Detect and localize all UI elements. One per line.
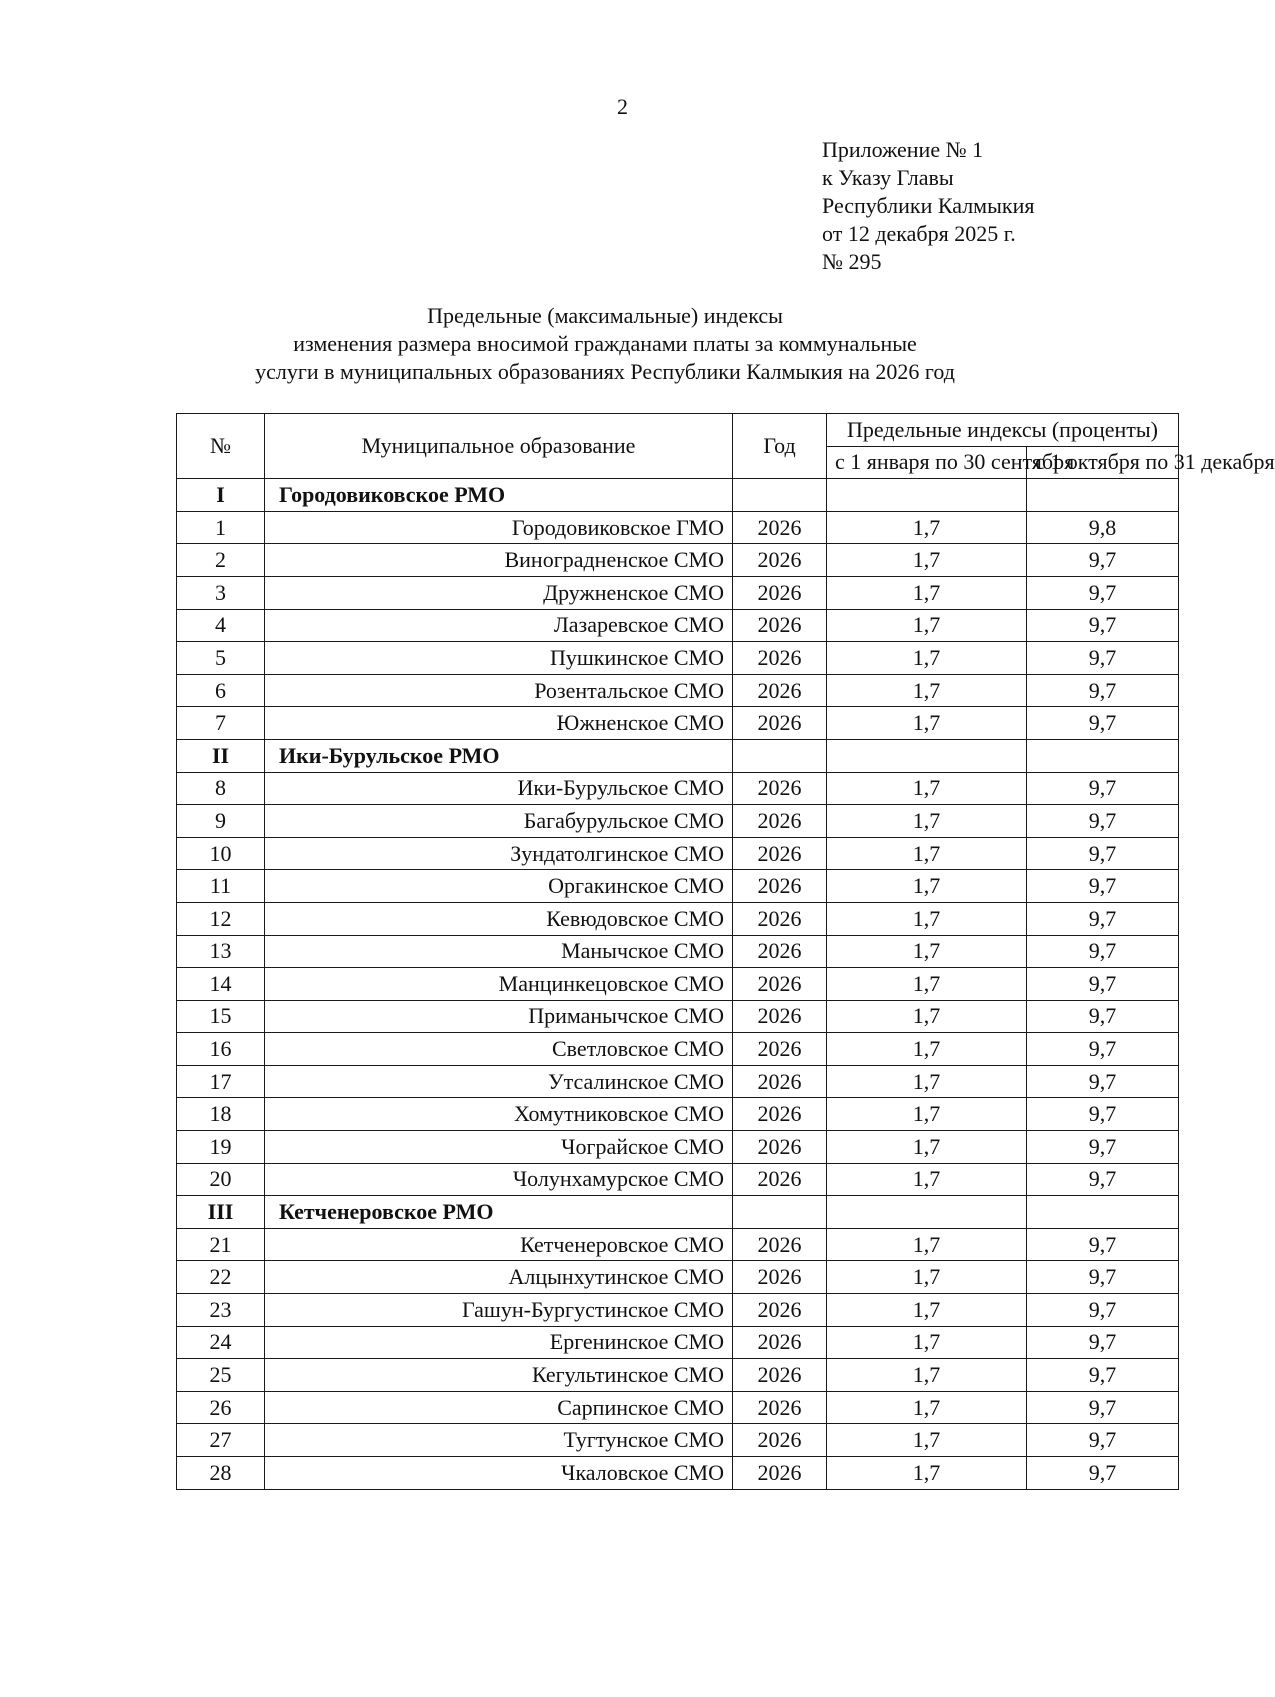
index-jan-sep: 1,7 [827, 805, 1027, 838]
indices-table [176, 413, 1275, 1490]
row-number: 14 [177, 968, 265, 1001]
index-jan-sep: 1,7 [827, 511, 1027, 544]
row-number: 28 [177, 1457, 265, 1490]
municipality-name: Розентальское СМО [265, 674, 733, 707]
table-row [177, 609, 1179, 642]
table-row [177, 1457, 1179, 1490]
municipality-name: Кевюдовское СМО [265, 902, 733, 935]
index-oct-dec: 9,7 [1027, 1294, 1179, 1327]
year-cell: 2026 [733, 837, 827, 870]
table-row [177, 1424, 1179, 1457]
year-cell: 2026 [733, 805, 827, 838]
municipality-name: Хомутниковское СМО [265, 1098, 733, 1131]
index-jan-sep: 1,7 [827, 772, 1027, 805]
index-oct-dec: 9,7 [1027, 1065, 1179, 1098]
index-jan-sep: 1,7 [827, 674, 1027, 707]
index-jan-sep: 1,7 [827, 1391, 1027, 1424]
row-number: 15 [177, 1000, 265, 1033]
table-row [177, 935, 1179, 968]
empty-cell [1027, 1196, 1179, 1229]
index-oct-dec: 9,7 [1027, 1326, 1179, 1359]
group-row [177, 479, 1179, 512]
annex-line: Республики Калмыкия [822, 193, 1035, 218]
title-line: услуги в муниципальных образованиях Республики Калмыкия на 2026 год [255, 359, 955, 384]
index-oct-dec: 9,7 [1027, 576, 1179, 609]
index-jan-sep: 1,7 [827, 870, 1027, 903]
year-cell: 2026 [733, 674, 827, 707]
annex-line: № 295 [822, 249, 882, 274]
year-cell: 2026 [733, 1424, 827, 1457]
municipality-name: Чограйское СМО [265, 1131, 733, 1164]
table-row [177, 1294, 1179, 1327]
year-cell: 2026 [733, 576, 827, 609]
index-oct-dec: 9,7 [1027, 1131, 1179, 1164]
index-jan-sep: 1,7 [827, 968, 1027, 1001]
annex-line: от 12 декабря 2025 г. [822, 221, 1016, 246]
table-row [177, 1228, 1179, 1261]
index-jan-sep: 1,7 [827, 1326, 1027, 1359]
year-cell: 2026 [733, 1359, 827, 1392]
index-oct-dec: 9,7 [1027, 968, 1179, 1001]
annex-line: Приложение № 1 [822, 137, 984, 162]
empty-cell [1027, 479, 1179, 512]
table-row [177, 707, 1179, 740]
empty-cell [733, 479, 827, 512]
municipality-name: Приманычское СМО [265, 1000, 733, 1033]
year-cell: 2026 [733, 609, 827, 642]
municipality-name: Тугтунское СМО [265, 1424, 733, 1457]
municipality-name: Городовиковское ГМО [265, 511, 733, 544]
year-cell: 2026 [733, 1065, 827, 1098]
row-number: 22 [177, 1261, 265, 1294]
municipality-name: Гашун-Бургустинское СМО [265, 1294, 733, 1327]
table-row [177, 1261, 1179, 1294]
empty-cell [827, 479, 1027, 512]
index-oct-dec: 9,7 [1027, 609, 1179, 642]
index-jan-sep: 1,7 [827, 544, 1027, 577]
row-number: 16 [177, 1033, 265, 1066]
table-body [177, 479, 1179, 1489]
empty-cell [733, 1196, 827, 1229]
year-cell: 2026 [733, 1000, 827, 1033]
row-number: 21 [177, 1228, 265, 1261]
header-indices [827, 414, 1179, 447]
index-oct-dec: 9,8 [1027, 511, 1179, 544]
group-row [177, 1196, 1179, 1229]
municipality-name: Светловское СМО [265, 1033, 733, 1066]
year-cell: 2026 [733, 1294, 827, 1327]
table-row [177, 1326, 1179, 1359]
municipality-name: Чолунхамурское СМО [265, 1163, 733, 1196]
index-jan-sep: 1,7 [827, 1457, 1027, 1490]
group-name: Кетченеровское РМО [265, 1196, 733, 1229]
row-number: 4 [177, 609, 265, 642]
index-jan-sep: 1,7 [827, 1033, 1027, 1066]
row-number: 3 [177, 576, 265, 609]
index-jan-sep: 1,7 [827, 707, 1027, 740]
index-oct-dec: 9,7 [1027, 1098, 1179, 1131]
index-oct-dec: 9,7 [1027, 1163, 1179, 1196]
year-cell: 2026 [733, 1131, 827, 1164]
year-cell: 2026 [733, 1391, 827, 1424]
row-number: 1 [177, 511, 265, 544]
index-jan-sep: 1,7 [827, 935, 1027, 968]
group-code: III [177, 1196, 265, 1229]
year-cell: 2026 [733, 870, 827, 903]
empty-cell [1027, 739, 1179, 772]
header-period-2: с 1 октября по 31 декабря [1027, 446, 1179, 479]
row-number: 24 [177, 1326, 265, 1359]
index-oct-dec: 9,7 [1027, 935, 1179, 968]
table-row [177, 642, 1179, 675]
row-number: 7 [177, 707, 265, 740]
index-oct-dec: 9,7 [1027, 1424, 1179, 1457]
index-oct-dec: 9,7 [1027, 1261, 1179, 1294]
index-oct-dec: 9,7 [1027, 544, 1179, 577]
table-row [177, 1065, 1179, 1098]
municipality-name: Кетченеровское СМО [265, 1228, 733, 1261]
municipality-name: Дружненское СМО [265, 576, 733, 609]
table-row [177, 772, 1179, 805]
municipality-name: Лазаревское СМО [265, 609, 733, 642]
index-oct-dec: 9,7 [1027, 902, 1179, 935]
index-oct-dec: 9,7 [1027, 1228, 1179, 1261]
index-jan-sep: 1,7 [827, 1163, 1027, 1196]
table-row [177, 544, 1179, 577]
year-cell: 2026 [733, 642, 827, 675]
title-line: Предельные (максимальные) индексы [427, 303, 783, 328]
year-cell: 2026 [733, 968, 827, 1001]
municipality-name: Утсалинское СМО [265, 1065, 733, 1098]
index-jan-sep: 1,7 [827, 642, 1027, 675]
index-oct-dec: 9,7 [1027, 642, 1179, 675]
row-number: 27 [177, 1424, 265, 1457]
municipality-name: Оргакинское СМО [265, 870, 733, 903]
table-row [177, 870, 1179, 903]
annex-block [822, 136, 1034, 276]
row-number: 25 [177, 1359, 265, 1392]
year-cell: 2026 [733, 1228, 827, 1261]
table-row [177, 1163, 1179, 1196]
municipality-name: Южненское СМО [265, 707, 733, 740]
year-cell: 2026 [733, 511, 827, 544]
index-oct-dec: 9,7 [1027, 870, 1179, 903]
municipality-name: Сарпинское СМО [265, 1391, 733, 1424]
header-indices-label: Предельные индексы (проценты) [847, 416, 1158, 442]
index-oct-dec: 9,7 [1027, 1000, 1179, 1033]
row-number: 23 [177, 1294, 265, 1327]
index-jan-sep: 1,7 [827, 609, 1027, 642]
header-year: Год [733, 414, 827, 479]
group-code: I [177, 479, 265, 512]
empty-cell [733, 739, 827, 772]
index-jan-sep: 1,7 [827, 1000, 1027, 1033]
table-row [177, 674, 1179, 707]
year-cell: 2026 [733, 707, 827, 740]
municipality-name: Манцинкецовское СМО [265, 968, 733, 1001]
empty-cell [827, 739, 1027, 772]
municipality-name: Чкаловское СМО [265, 1457, 733, 1490]
municipality-name: Багабурульское СМО [265, 805, 733, 838]
table-row [177, 1131, 1179, 1164]
index-jan-sep: 1,7 [827, 837, 1027, 870]
year-cell: 2026 [733, 1163, 827, 1196]
header-period-1: с 1 января по 30 сентября [827, 446, 1027, 479]
row-number: 5 [177, 642, 265, 675]
header-num: № [177, 414, 265, 479]
row-number: 2 [177, 544, 265, 577]
year-cell: 2026 [733, 1261, 827, 1294]
table-row [177, 1391, 1179, 1424]
table-row [177, 805, 1179, 838]
index-jan-sep: 1,7 [827, 1294, 1027, 1327]
header-municipality: Муниципальное образование [265, 414, 733, 479]
row-number: 20 [177, 1163, 265, 1196]
table-row [177, 1098, 1179, 1131]
row-number: 26 [177, 1391, 265, 1424]
index-jan-sep: 1,7 [827, 1065, 1027, 1098]
year-cell: 2026 [733, 902, 827, 935]
year-cell: 2026 [733, 1033, 827, 1066]
municipality-name: Виноградненское СМО [265, 544, 733, 577]
index-oct-dec: 9,7 [1027, 674, 1179, 707]
title-line: изменения размера вносимой гражданами платы за коммунальные [293, 331, 917, 356]
empty-cell [827, 1196, 1027, 1229]
index-jan-sep: 1,7 [827, 1424, 1027, 1457]
group-name: Городовиковское РМО [265, 479, 733, 512]
document-title [0, 302, 1210, 386]
index-jan-sep: 1,7 [827, 576, 1027, 609]
year-cell: 2026 [733, 772, 827, 805]
index-oct-dec: 9,7 [1027, 1391, 1179, 1424]
index-oct-dec: 9,7 [1027, 805, 1179, 838]
table-row [177, 968, 1179, 1001]
row-number: 6 [177, 674, 265, 707]
table-row [177, 1359, 1179, 1392]
index-oct-dec: 9,7 [1027, 1033, 1179, 1066]
row-number: 8 [177, 772, 265, 805]
index-oct-dec: 9,7 [1027, 707, 1179, 740]
index-jan-sep: 1,7 [827, 1359, 1027, 1392]
index-jan-sep: 1,7 [827, 1228, 1027, 1261]
row-number: 9 [177, 805, 265, 838]
index-jan-sep: 1,7 [827, 1261, 1027, 1294]
row-number: 11 [177, 870, 265, 903]
table-row [177, 576, 1179, 609]
municipality-name: Кегультинское СМО [265, 1359, 733, 1392]
row-number: 13 [177, 935, 265, 968]
municipality-name: Ики-Бурульское СМО [265, 772, 733, 805]
group-code: II [177, 739, 265, 772]
page-number: 2 [617, 94, 628, 119]
municipality-name: Ергенинское СМО [265, 1326, 733, 1359]
row-number: 19 [177, 1131, 265, 1164]
municipality-name: Зундатолгинское СМО [265, 837, 733, 870]
year-cell: 2026 [733, 1098, 827, 1131]
index-jan-sep: 1,7 [827, 1098, 1027, 1131]
table-row [177, 1000, 1179, 1033]
group-row [177, 739, 1179, 772]
row-number: 12 [177, 902, 265, 935]
index-jan-sep: 1,7 [827, 1131, 1027, 1164]
group-name: Ики-Бурульское РМО [265, 739, 733, 772]
index-oct-dec: 9,7 [1027, 837, 1179, 870]
year-cell: 2026 [733, 544, 827, 577]
index-oct-dec: 9,7 [1027, 1457, 1179, 1490]
table-row [177, 837, 1179, 870]
row-number: 17 [177, 1065, 265, 1098]
year-cell: 2026 [733, 1326, 827, 1359]
year-cell: 2026 [733, 935, 827, 968]
index-oct-dec: 9,7 [1027, 1359, 1179, 1392]
table-row [177, 902, 1179, 935]
row-number: 18 [177, 1098, 265, 1131]
index-oct-dec: 9,7 [1027, 772, 1179, 805]
table-row [177, 511, 1179, 544]
table-header [177, 414, 1275, 479]
index-jan-sep: 1,7 [827, 902, 1027, 935]
annex-line: к Указу Главы [822, 165, 954, 190]
table-row [177, 1033, 1179, 1066]
row-number: 10 [177, 837, 265, 870]
municipality-name: Алцынхутинское СМО [265, 1261, 733, 1294]
municipality-name: Пушкинское СМО [265, 642, 733, 675]
year-cell: 2026 [733, 1457, 827, 1490]
municipality-name: Манычское СМО [265, 935, 733, 968]
